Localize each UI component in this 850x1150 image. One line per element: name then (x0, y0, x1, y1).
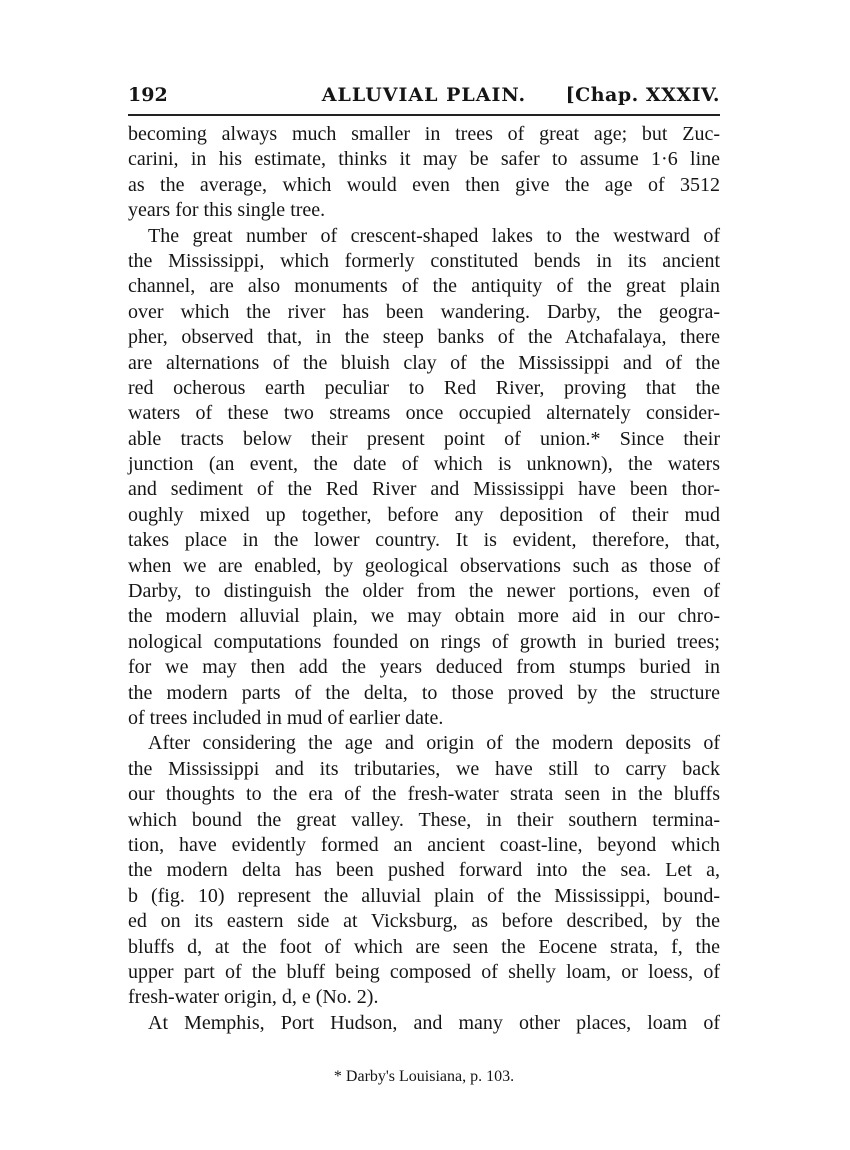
text-line: bluffs d, at the foot of which are seen the Eocene strata, f, the (128, 935, 720, 958)
text-line: are alternations of the bluish clay of the Mississippi and of the (128, 351, 720, 374)
text-line: junction (an event, the date of which is unknown), the waters (128, 453, 720, 476)
text-line: ed on its eastern side at Vicksburg, as before described, by the (128, 910, 720, 933)
text-line: waters of these two streams once occupied alternately consider- (128, 402, 720, 425)
text-line: upper part of the bluff being composed of shelly loam, or loess, of (128, 960, 720, 983)
text-line: nological computations founded on rings of growth in buried trees; (128, 630, 720, 653)
text-line: of trees included in mud of earlier date. (128, 706, 444, 729)
text-line: b (fig. 10) represent the alluvial plain of the Mississippi, bound- (128, 884, 720, 907)
text-line: oughly mixed up together, before any deposition of their mud (128, 503, 720, 526)
text-line: our thoughts to the era of the fresh-water strata seen in the bluffs (128, 783, 720, 806)
text-line: years for this single tree. (128, 199, 326, 222)
text-line: and sediment of the Red River and Mississippi have been thor- (128, 478, 720, 501)
text-line: as the average, which would even then give the age of 3512 (128, 173, 720, 196)
text-line: the Mississippi and its tributaries, we have still to carry back (128, 757, 720, 780)
paragraph-start: The great number of crescent-shaped lakes to the westward of (148, 224, 720, 247)
paragraph-start: After considering the age and origin of the modern deposits of (148, 732, 720, 755)
text-line: carini, in his estimate, thinks it may be safer to assume 1·6 line (128, 148, 720, 171)
text-line: takes place in the lower country. It is evident, therefore, that, (128, 529, 720, 552)
text-line: pher, observed that, in the steep banks of the Atchafalaya, there (128, 326, 720, 349)
text-line: which bound the great valley. These, in their southern termina- (128, 808, 720, 831)
text-line: the modern parts of the delta, to those proved by the structure (128, 681, 720, 704)
footnote: * Darby's Louisiana, p. 103. (333, 1068, 515, 1085)
text-line: the modern alluvial plain, we may obtain more aid in our chro- (128, 605, 720, 628)
text-line: the modern delta has been pushed forward into the sea. Let a, (128, 859, 720, 882)
paragraph-start: At Memphis, Port Hudson, and many other places, loam of (148, 1011, 720, 1034)
chapter-label: [Chap. XXXIV. (565, 84, 720, 106)
text-line: able tracts below their present point of union.* Since their (128, 427, 720, 450)
text-line: Darby, to distinguish the older from the newer portions, even of (128, 580, 720, 603)
text-line: tion, have evidently formed an ancient coast-line, beyond which (128, 833, 720, 856)
text-line: the Mississippi, which formerly constituted bends in its ancient (128, 249, 720, 272)
text-line: becoming always much smaller in trees of great age; but Zuc- (128, 123, 720, 145)
text-line: red ocherous earth peculiar to Red River, proving that the (128, 376, 720, 399)
body-text (128, 122, 720, 1036)
text-line: over which the river has been wandering. Darby, the geogra- (128, 300, 720, 323)
running-title: ALLUVIAL PLAIN. (321, 84, 527, 106)
text-line: channel, are also monuments of the antiquity of the great plain (128, 275, 720, 298)
text-line: for we may then add the years deduced from stumps buried in (128, 656, 720, 679)
header-rule (128, 114, 720, 116)
page-number: 192 (128, 84, 168, 106)
text-line: fresh-water origin, d, e (No. 2). (128, 986, 379, 1009)
text-line: when we are enabled, by geological observations such as those of (128, 554, 720, 577)
running-header (128, 80, 720, 110)
